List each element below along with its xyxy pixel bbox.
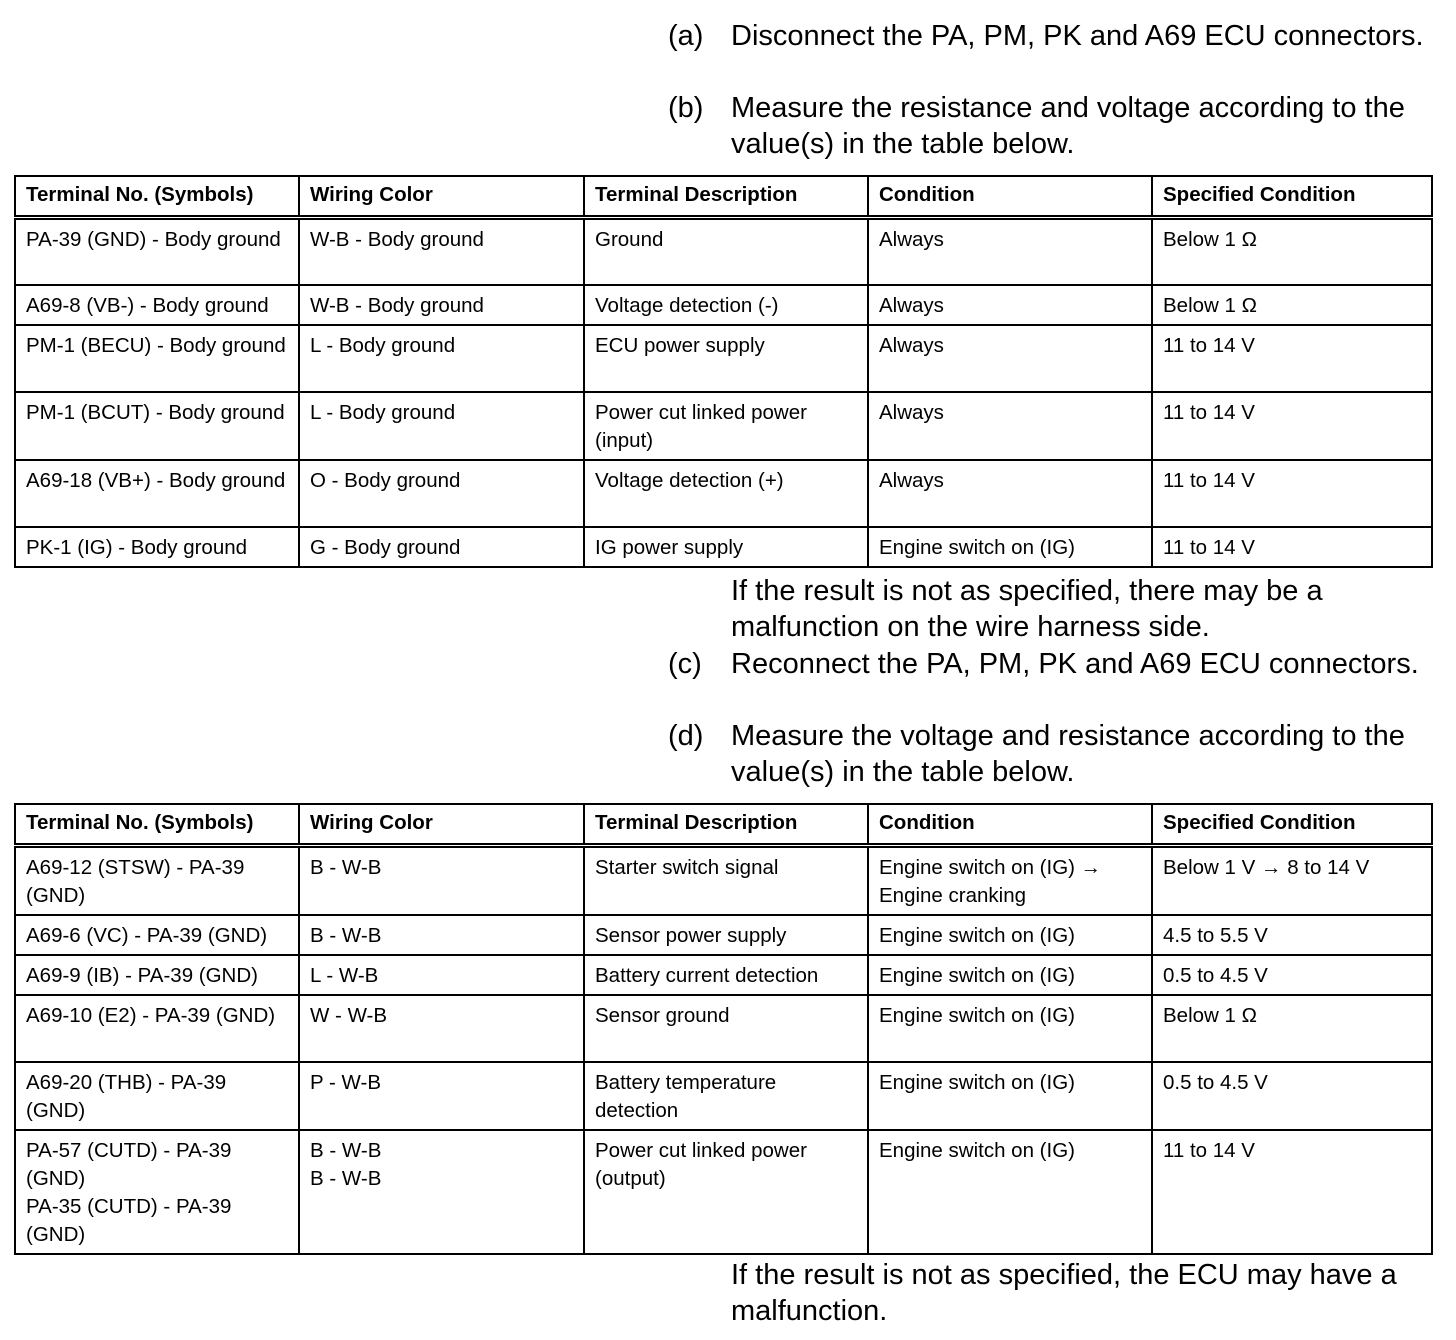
wiring-line: B - W-B bbox=[310, 1167, 382, 1190]
table-row bbox=[15, 846, 1432, 916]
cell-terminal: A69-9 (IB) - PA-39 (GND) bbox=[15, 955, 299, 995]
cell-description: Power cut linked power (output) bbox=[584, 1130, 868, 1254]
cell-specified: Below 1 Ω bbox=[1152, 995, 1432, 1062]
cell-terminal: A69-8 (VB-) - Body ground bbox=[15, 285, 299, 325]
table-row bbox=[15, 1062, 1432, 1130]
voltage-resistance-table bbox=[14, 803, 1433, 1255]
cell-terminal: A69-12 (STSW) - PA-39 (GND) bbox=[15, 846, 299, 916]
table-header-row bbox=[15, 804, 1432, 846]
cell-terminal: A69-10 (E2) - PA-39 (GND) bbox=[15, 995, 299, 1062]
terminal-line: PA-57 (CUTD) - PA-39 (GND) bbox=[26, 1139, 232, 1190]
cell-condition: Engine switch on (IG) bbox=[868, 995, 1152, 1062]
cell-terminal bbox=[15, 1130, 299, 1254]
cell-specified: 11 to 14 V bbox=[1152, 527, 1432, 567]
cell-condition: Engine switch on (IG) bbox=[868, 915, 1152, 955]
cell-wiring-color: B - W-B bbox=[299, 846, 584, 916]
table-row bbox=[15, 460, 1432, 527]
cell-description: Ground bbox=[584, 218, 868, 285]
header-terminal-description: Terminal Description bbox=[584, 176, 868, 218]
cell-terminal: PM-1 (BECU) - Body ground bbox=[15, 325, 299, 392]
cell-specified: 11 to 14 V bbox=[1152, 392, 1432, 460]
cell-wiring-color: L - W-B bbox=[299, 955, 584, 995]
header-specified-condition: Specified Condition bbox=[1152, 176, 1432, 218]
step-b bbox=[668, 90, 1428, 162]
cell-description: IG power supply bbox=[584, 527, 868, 567]
cell-description: Power cut linked power (input) bbox=[584, 392, 868, 460]
cell-wiring-color: L - Body ground bbox=[299, 325, 584, 392]
step-letter: (b) bbox=[668, 92, 704, 124]
header-terminal: Terminal No. (Symbols) bbox=[15, 804, 299, 846]
cell-description: Starter switch signal bbox=[584, 846, 868, 916]
terminal-line: PA-35 (CUTD) - PA-39 (GND) bbox=[26, 1195, 232, 1246]
cell-wiring-color bbox=[299, 1130, 584, 1254]
note-wire-harness: If the result is not as specified, there may be a malfunction on the wire harness side. bbox=[731, 575, 1323, 643]
step-text: Measure the resistance and voltage according to the value(s) in the table below. bbox=[731, 92, 1405, 160]
cell-specified: 11 to 14 V bbox=[1152, 460, 1432, 527]
cell-specified: 11 to 14 V bbox=[1152, 325, 1432, 392]
cell-wiring-color: B - W-B bbox=[299, 915, 584, 955]
table-row bbox=[15, 527, 1432, 567]
table-header-row bbox=[15, 176, 1432, 218]
cell-specified: 11 to 14 V bbox=[1152, 1130, 1432, 1254]
cell-description: Sensor power supply bbox=[584, 915, 868, 955]
header-terminal: Terminal No. (Symbols) bbox=[15, 176, 299, 218]
step-text: Reconnect the PA, PM, PK and A69 ECU connectors. bbox=[731, 648, 1419, 680]
cell-wiring-color: W - W-B bbox=[299, 995, 584, 1062]
header-wiring-color: Wiring Color bbox=[299, 804, 584, 846]
cell-condition: Engine switch on (IG) bbox=[868, 955, 1152, 995]
cell-wiring-color: P - W-B bbox=[299, 1062, 584, 1130]
header-condition: Condition bbox=[868, 804, 1152, 846]
step-d bbox=[668, 718, 1428, 790]
header-condition: Condition bbox=[868, 176, 1152, 218]
cell-description: Battery temperature detection bbox=[584, 1062, 868, 1130]
table-row bbox=[15, 392, 1432, 460]
cell-terminal: PM-1 (BCUT) - Body ground bbox=[15, 392, 299, 460]
step-letter: (c) bbox=[668, 648, 702, 680]
resistance-voltage-table bbox=[14, 175, 1433, 568]
cell-condition: Engine switch on (IG) bbox=[868, 527, 1152, 567]
header-specified-condition: Specified Condition bbox=[1152, 804, 1432, 846]
table-row bbox=[15, 1130, 1432, 1254]
step-text: Measure the voltage and resistance according to the value(s) in the table below. bbox=[731, 720, 1405, 788]
step-letter: (a) bbox=[668, 20, 704, 52]
cell-description: Battery current detection bbox=[584, 955, 868, 995]
cell-description: Sensor ground bbox=[584, 995, 868, 1062]
cell-condition: Always bbox=[868, 325, 1152, 392]
cell-condition: Always bbox=[868, 460, 1152, 527]
cell-condition bbox=[868, 846, 1152, 916]
table-row bbox=[15, 915, 1432, 955]
cell-wiring-color: W-B - Body ground bbox=[299, 218, 584, 285]
table-row bbox=[15, 325, 1432, 392]
table-row bbox=[15, 995, 1432, 1062]
cell-wiring-color: W-B - Body ground bbox=[299, 285, 584, 325]
header-terminal-description: Terminal Description bbox=[584, 804, 868, 846]
cell-description: Voltage detection (-) bbox=[584, 285, 868, 325]
condition-line: Engine switch on (IG) → bbox=[879, 856, 1102, 879]
cell-condition: Always bbox=[868, 392, 1152, 460]
step-text: Disconnect the PA, PM, PK and A69 ECU connectors. bbox=[731, 20, 1424, 52]
cell-specified: Below 1 Ω bbox=[1152, 218, 1432, 285]
cell-wiring-color: G - Body ground bbox=[299, 527, 584, 567]
condition-line: Engine cranking bbox=[879, 884, 1027, 907]
step-a bbox=[668, 18, 1428, 54]
cell-terminal: PA-39 (GND) - Body ground bbox=[15, 218, 299, 285]
cell-specified: 0.5 to 4.5 V bbox=[1152, 955, 1432, 995]
cell-description: Voltage detection (+) bbox=[584, 460, 868, 527]
cell-condition: Engine switch on (IG) bbox=[868, 1062, 1152, 1130]
step-letter: (d) bbox=[668, 720, 704, 752]
table-row bbox=[15, 955, 1432, 995]
step-c bbox=[668, 646, 1428, 682]
cell-terminal: A69-6 (VC) - PA-39 (GND) bbox=[15, 915, 299, 955]
cell-specified: 0.5 to 4.5 V bbox=[1152, 1062, 1432, 1130]
header-wiring-color: Wiring Color bbox=[299, 176, 584, 218]
cell-condition: Always bbox=[868, 285, 1152, 325]
cell-terminal: PK-1 (IG) - Body ground bbox=[15, 527, 299, 567]
cell-specified: Below 1 Ω bbox=[1152, 285, 1432, 325]
wiring-line: B - W-B bbox=[310, 1139, 382, 1162]
cell-specified: 4.5 to 5.5 V bbox=[1152, 915, 1432, 955]
cell-specified: Below 1 V → 8 to 14 V bbox=[1152, 846, 1432, 916]
cell-description: ECU power supply bbox=[584, 325, 868, 392]
cell-terminal: A69-18 (VB+) - Body ground bbox=[15, 460, 299, 527]
cell-wiring-color: L - Body ground bbox=[299, 392, 584, 460]
cell-condition: Always bbox=[868, 218, 1152, 285]
cell-condition: Engine switch on (IG) bbox=[868, 1130, 1152, 1254]
table-row bbox=[15, 218, 1432, 285]
cell-terminal: A69-20 (THB) - PA-39 (GND) bbox=[15, 1062, 299, 1130]
note-ecu-malfunction: If the result is not as specified, the ECU may have a malfunction. bbox=[731, 1259, 1397, 1327]
cell-wiring-color: O - Body ground bbox=[299, 460, 584, 527]
table-row bbox=[15, 285, 1432, 325]
